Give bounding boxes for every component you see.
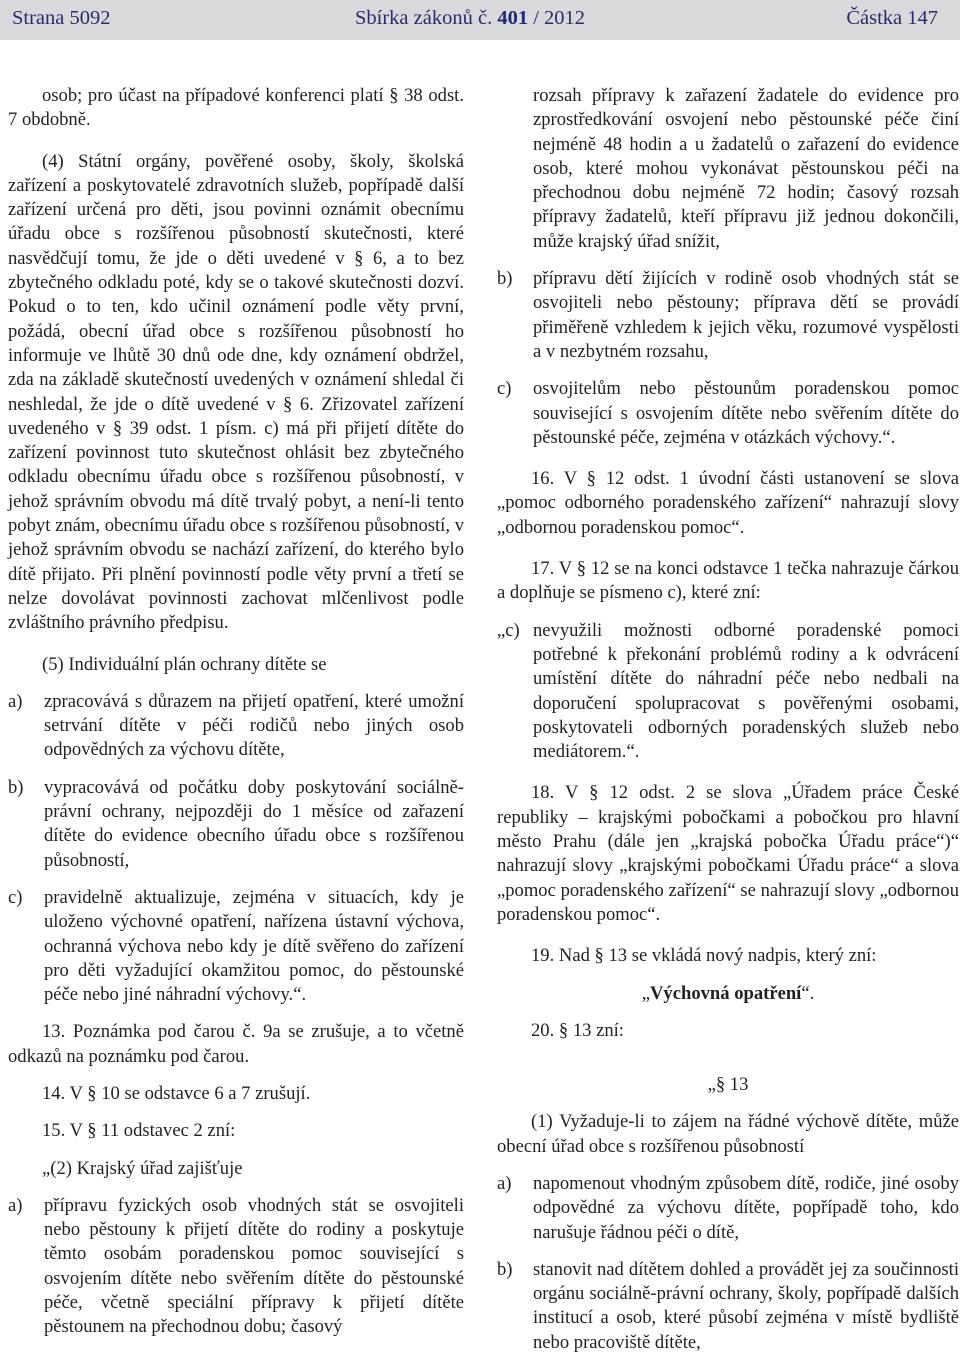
section-number: „§ 13 (707, 1074, 749, 1096)
part-number: Částka 147 (846, 7, 938, 29)
point-17: 17. V § 12 se na konci odstavce 1 tečka nahrazuje čárkou a doplňuje se písmeno c), které zní: (497, 558, 959, 604)
point-15-quote: „(2) Krajský úřad zajišťuje (42, 1157, 243, 1179)
point-20: 20. § 13 zní: (531, 1019, 624, 1041)
collection-title (355, 7, 585, 30)
list-item (497, 619, 959, 765)
law-number: 401 (497, 7, 529, 29)
point-14: 14. V § 10 se odstavce 6 a 7 zrušují. (42, 1082, 311, 1104)
list-item (497, 377, 959, 450)
item-text: přípravu fyzických osob vhodných stát se osvojiteli nebo pěstouny k přijetí dítěte do rodiny a poskytuje těmto osobám poradenskou pomoc související s osvojením dítěte nebo svěřením dítěte do pěstounské péče, včetně speciální přípravy k přijetí dítěte pěstounem na přechodnou dobu; časový (44, 1194, 464, 1338)
item-text: osvojitelům nebo pěstounům poradenskou pomoc související s osvojením dítěte nebo svěřením dítěte do pěstounské péče, zejména v otázkách výchovy.“. (533, 378, 959, 448)
item-text: nevyužili možnosti odborné poradenské pomoci potřebné k překonání problémů rodiny a k odvrácení umístění dítěte do náhradní péče nebo nedbali na doporučení spolupracovat s pověřenými osobami, poskytovateli odborných poradenských služeb nebo mediátorem.“. (533, 619, 959, 763)
paragraph-4: (4) Státní orgány, pověřené osoby, školy, školská zařízení a poskytovatelé zdravotních služeb, popřípadě další zařízení určená pro děti, jsou povinni oznámit obecnímu úřadu obce s rozšířenou působností skutečnosti, které nasvědčují tomu, že jde o děti uvedené v § 6, a to bez zbytečného odkladu poté, kdy se o takové skutečnosti dozví. Pokud o to ten, kdo učinil oznámení podle věty první, požádá, obecní úřad obce s rozšířenou působností ho informuje ve lhůtě 30 dnů ode dne, kdy oznámení obdržel, zda na základě skutečností uvedených v oznámení shledal či neshledal, že jde o dítě uvedené v § 6. Zřizovatel zařízení uvedeného v § 39 odst. 1 písm. c) má při přijetí dítěte do zařízení povinnost tuto skutečnost ohlásit bez zbytečného odkladu obecnímu úřadu obce s rozšířenou působností, v jehož správním obvodu má dítě trvalý pobyt, a není-li tento pobyt znám, obecnímu úřadu obce s rozšířenou působností, v jehož správním obvodu se nachází zařízení, do kterého bylo dítě přijato. Při plnění povinností podle věty první a třetí se nelze dovolávat povinnosti zachovat mlčenlivost podle zvláštního právního předpisu. (8, 150, 464, 634)
list-item (497, 267, 959, 364)
list-item-continuation (497, 84, 959, 254)
page-number: Strana 5092 (12, 7, 111, 29)
item-label: „c) (497, 619, 520, 641)
item-text: rozsah přípravy k zařazení žadatele do evidence pro zprostředkování osvojení nebo pěstounské péče činí nejméně 48 hodin a u žadatelů o zařazení do evidence osob, které mohou vykonávat pěstounskou péči na přechodnou dobu nejméně 72 hodin; časový rozsah přípravy žadatelů, kteří přípravu již jednou dokončili, může krajský úřad snížit, (533, 85, 959, 252)
list-item (497, 1172, 959, 1245)
item-label: b) (497, 268, 513, 290)
item-label: a) (8, 690, 23, 712)
collection-prefix: Sbírka zákonů č. (355, 7, 493, 29)
item-text: pravidelně aktualizuje, zejména v situacích, kdy je uloženo výchovné opatření, nařízena ústavní výchova, ochranná výchova nebo kdy je dítě svěřeno do zařízení pro děti vyžadující okamžitou pomoc, do pěstounské péče nebo jiné náhradní výchovy.“. (44, 886, 464, 1006)
point-19: 19. Nad § 13 se vkládá nový nadpis, který zní: (531, 945, 877, 967)
page-header (0, 0, 960, 40)
point-18: 18. V § 12 odst. 2 se slova „Úřadem práce České republiky – krajskými pobočkami a pobočkou pro hlavní město Prahu (dále jen „krajská pobočka Úřadu práce“)“ nahrazují slovy „krajskými pobočkami Úřadu práce“ a slova „pomoc poradenského zařízení“ se nahrazují slovy „odbornou poradenskou pomoc“. (497, 782, 959, 925)
list-item (8, 1194, 464, 1340)
item-label: c) (8, 886, 23, 908)
list-item (8, 776, 464, 873)
item-text: zpracovává s důrazem na přijetí opatření, které umožní setrvání dítěte v péči rodičů nebo jiných osob odpovědných za výchovu dítěte, (44, 690, 464, 761)
item-text: přípravu dětí žijících v rodině osob vhodných stát se osvojiteli nebo pěstouny; příprava dětí se provádí přiměřeně vzhledem k jejich věku, rozumové vyspělosti a v nezbytném rozsahu, (533, 268, 959, 362)
item-text: napomenout vhodným způsobem dítě, rodiče, jiné osoby odpovědné za výchovu dítěte, popřípadě toho, kdo narušuje řádnou péči o dítě, (533, 1172, 959, 1243)
point-16: 16. V § 12 odst. 1 úvodní části ustanovení se slova „pomoc odborného poradenského zařízení“ nahrazují slovy „odbornou poradenskou pomoc“. (497, 468, 959, 538)
point-13: 13. Poznámka pod čarou č. 9a se zrušuje, a to včetně odkazů na poznámku pod čarou. (8, 1021, 464, 1067)
item-label: a) (497, 1172, 512, 1194)
item-text: vypracovává od počátku doby poskytování sociálně-právní ochrany, nejpozději do 1 měsíce od zařazení dítěte do evidence obecního úřadu obce s rozšířenou působností, (44, 776, 464, 871)
subsection-1: (1) Vyžaduje-li to zájem na řádné výchově dítěte, může obecní úřad obce s rozšířenou působností (497, 1111, 959, 1157)
item-label: b) (497, 1258, 513, 1280)
right-column (497, 84, 959, 1355)
item-label: b) (8, 776, 24, 798)
item-label: c) (497, 378, 512, 400)
law-year: / 2012 (533, 7, 586, 29)
point-15: 15. V § 11 odstavec 2 zní: (42, 1120, 236, 1142)
section-heading: „Výchovná opatření“. (641, 982, 815, 1004)
section-heading-text: Výchovná opatření (650, 982, 802, 1004)
list-item (8, 886, 464, 1007)
list-item (497, 1258, 959, 1355)
item-text: stanovit nad dítětem dohled a provádět jej za součinnosti orgánu sociálně-právní ochrany, školy, popřípadě dalších institucí a osob, které působí zejména v místě bydliště nebo pracoviště dítěte, (533, 1258, 959, 1353)
item-label: a) (8, 1194, 23, 1216)
list-item (8, 690, 464, 763)
paragraph-continuation: osob; pro účast na případové konferenci platí § 38 odst. 7 obdobně. (8, 85, 464, 131)
left-column (8, 84, 464, 1340)
paragraph-5-intro: (5) Individuální plán ochrany dítěte se (42, 653, 327, 675)
